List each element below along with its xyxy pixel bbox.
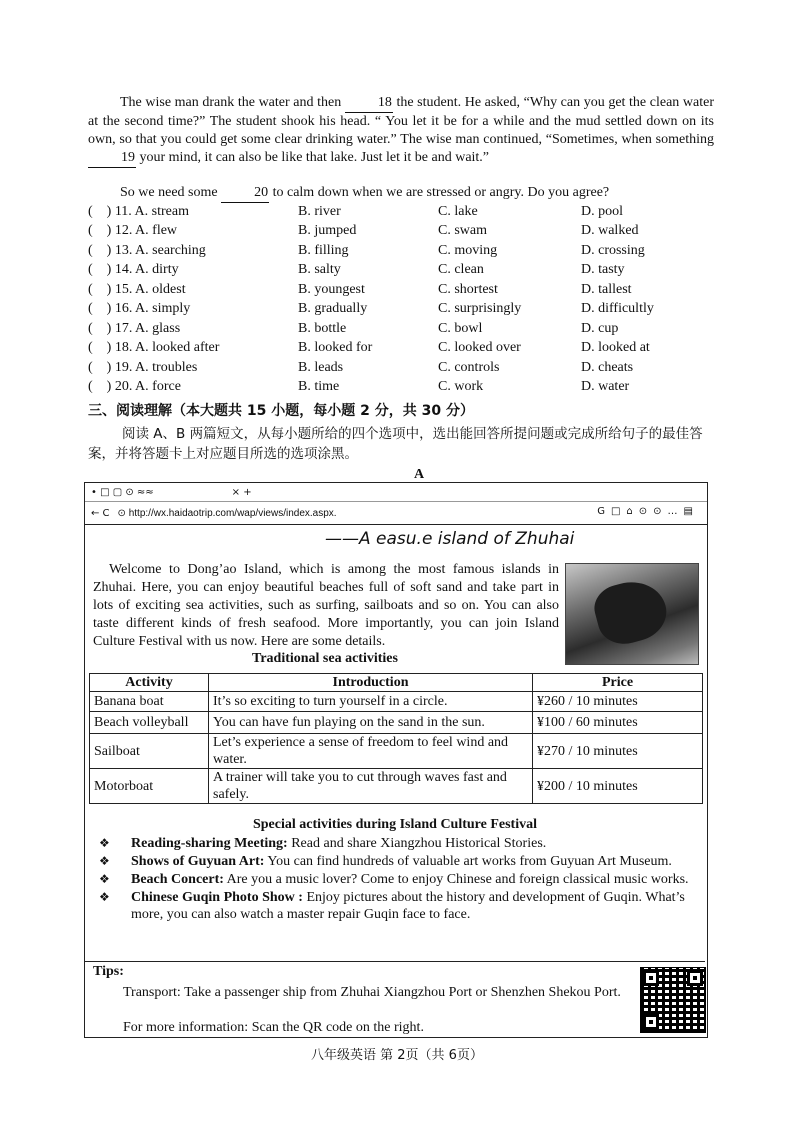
blank-19: 19 — [88, 149, 136, 168]
option-row — [88, 202, 728, 222]
list-item — [99, 835, 699, 852]
tab-close-icon[interactable]: × + — [231, 486, 252, 498]
table-row — [90, 692, 703, 712]
option-num: ( ) 14. A. dirty — [88, 262, 179, 278]
option-row — [88, 280, 728, 300]
option-num: ( ) 19. A. troubles — [88, 359, 198, 375]
option-b: B. filling — [298, 242, 349, 258]
option-num: ( ) 11. A. stream — [88, 203, 189, 219]
page-headline: ——A easu.e island of Zhuhai — [325, 529, 575, 549]
welcome-text: Welcome to Dong’ao Island, which is among the most famous islands in Zhuhai. Here, you can enjoy beautiful beaches full of soft sand and take part in lots of exciting sea activities, such as surfing, sailboats and so on. You can also taste different kinds of fresh seafood. More importantly, you can join Island Culture Festival with us now. Here are some details. — [93, 562, 559, 649]
option-c: C. surprisingly — [438, 301, 522, 317]
back-reload-icon[interactable]: ← C — [91, 507, 110, 519]
option-c: C. controls — [438, 359, 500, 375]
cell-activity: Banana boat — [90, 692, 209, 712]
diamond-bullet-icon: ❖ — [99, 872, 110, 886]
special-list — [99, 835, 699, 924]
browser-window — [84, 482, 708, 1038]
option-num: ( ) 13. A. searching — [88, 242, 206, 258]
option-c: C. clean — [438, 262, 484, 278]
bullet-text: Read and share Xiangzhou Historical Stories. — [287, 836, 547, 851]
option-num: ( ) 18. A. looked after — [88, 340, 220, 356]
option-b: B. bottle — [298, 320, 347, 336]
option-c: C. bowl — [438, 320, 483, 336]
option-b: B. leads — [298, 359, 344, 375]
blank-20: 20 — [221, 184, 269, 203]
option-row — [88, 241, 728, 261]
address-bar — [85, 502, 707, 525]
header-introduction: Introduction — [209, 674, 533, 692]
option-row — [88, 319, 728, 339]
option-num: ( ) 12. A. flew — [88, 223, 178, 239]
island-photo — [565, 563, 699, 665]
url-field[interactable]: ⊙ http://wx.haidaotrip.com/wap/views/index.aspx. — [117, 507, 337, 519]
option-c: C. moving — [438, 242, 498, 258]
blank-18: 18 — [345, 94, 393, 113]
option-d: D. difficultly — [581, 301, 654, 317]
bullet-title: Reading-sharing Meeting: — [131, 836, 288, 851]
option-row — [88, 358, 728, 378]
cloze-paragraph: The wise man drank the water and then 18 the student. He asked, “Why can you get the clean water at the second time?” The student shook his head. “ You let it be for a while and the mud settled down on its own, so that you could get some clear drinking water.” The wise man continued, “Sometimes, when something 19 your mind, it can also be like that lake. Just let it be and wait.” — [88, 94, 714, 168]
option-row — [88, 300, 728, 320]
activities-table — [89, 673, 703, 804]
special-title: Special activities during Island Culture Festival — [252, 817, 538, 832]
diamond-bullet-icon: ❖ — [99, 854, 110, 868]
list-item — [99, 853, 699, 870]
option-b: B. salty — [298, 262, 341, 278]
option-d: D. tallest — [581, 281, 632, 297]
options-list — [88, 202, 728, 397]
option-d: D. walked — [581, 223, 639, 239]
cell-intro: You can have fun playing on the sand in the sun. — [209, 712, 533, 734]
option-num: ( ) 20. A. force — [88, 379, 181, 395]
option-d: D. water — [581, 379, 630, 395]
bullet-text: You can find hundreds of valuable art works from Guyuan Art Museum. — [264, 854, 672, 869]
option-row — [88, 222, 728, 242]
tab-bar — [85, 483, 707, 502]
diamond-bullet-icon: ❖ — [99, 890, 110, 904]
option-b: B. gradually — [298, 301, 368, 317]
option-c: C. looked over — [438, 340, 521, 356]
qr-code[interactable] — [640, 967, 706, 1033]
cell-intro: It’s so exciting to turn yourself in a circle. — [209, 692, 533, 712]
option-d: D. cup — [581, 320, 619, 336]
option-c: C. lake — [438, 203, 478, 219]
option-num: ( ) 17. A. glass — [88, 320, 181, 336]
bullet-text: Enjoy pictures about the history and development of Guqin. What’s more, you can also watch a master repair Guqin face to face. — [131, 890, 685, 922]
option-c: C. work — [438, 379, 484, 395]
page-footer: 八年级英语 第 2页（共 6页） — [311, 1048, 483, 1063]
passage-label: A — [414, 467, 425, 482]
toolbar-icons[interactable]: G□⌂⊙⊙…▤ — [597, 506, 699, 517]
header-price: Price — [533, 674, 703, 692]
section-title: 三、阅读理解（本大题共 15 小题，每小题 2 分，共 30 分） — [88, 403, 474, 419]
cell-intro: A trainer will take you to cut through waves fast and safely. — [209, 769, 533, 804]
cell-intro: Let’s experience a sense of freedom to feel wind and water. — [209, 734, 533, 769]
cloze-paragraph-end: So we need some 20 to calm down when we are stressed or angry. Do you agree? — [88, 184, 714, 203]
option-row — [88, 339, 728, 359]
option-d: D. looked at — [581, 340, 650, 356]
tips-transport: Transport: Take a passenger ship from Zhuhai Xiangzhou Port or Shenzhen Shekou Port. — [123, 985, 621, 1000]
bullet-text: Are you a music lover? Come to enjoy Chinese and foreign classical music works. — [223, 872, 689, 887]
option-b: B. youngest — [298, 281, 365, 297]
cell-activity: Motorboat — [90, 769, 209, 804]
cell-activity: Sailboat — [90, 734, 209, 769]
option-b: B. looked for — [298, 340, 373, 356]
option-c: C. swam — [438, 223, 487, 239]
cell-price: ¥260 / 10 minutes — [533, 692, 703, 712]
option-row — [88, 261, 728, 281]
header-activity: Activity — [90, 674, 209, 692]
table-row — [90, 734, 703, 769]
option-b: B. time — [298, 379, 340, 395]
cell-activity: Beach volleyball — [90, 712, 209, 734]
option-d: D. tasty — [581, 262, 625, 278]
instructions: 阅读 A、B 两篇短文，从每小题所给的四个选项中，选出能回答所提问题或完成所给句子的最佳答案，并将答题卡上对应题目所选的选项涂黑。 — [88, 426, 703, 462]
option-row — [88, 378, 728, 398]
bullet-title: Beach Concert: — [131, 872, 224, 887]
cell-price: ¥270 / 10 minutes — [533, 734, 703, 769]
option-num: ( ) 15. A. oldest — [88, 281, 186, 297]
list-item — [99, 871, 699, 888]
cell-price: ¥100 / 60 minutes — [533, 712, 703, 734]
tab-icons[interactable]: • □ ▢ ⊙ ≈≈ — [91, 486, 154, 498]
list-item — [99, 889, 699, 923]
table-title: Traditional sea activities — [252, 651, 398, 666]
option-c: C. shortest — [438, 281, 498, 297]
option-d: D. cheats — [581, 359, 634, 375]
table-row — [90, 769, 703, 804]
option-d: D. crossing — [581, 242, 645, 258]
bullet-title: Chinese Guqin Photo Show : — [131, 890, 303, 905]
cell-price: ¥200 / 10 minutes — [533, 769, 703, 804]
option-num: ( ) 16. A. simply — [88, 301, 191, 317]
table-row — [90, 712, 703, 734]
option-d: D. pool — [581, 203, 623, 219]
option-b: B. jumped — [298, 223, 357, 239]
tips-info: For more information: Scan the QR code on the right. — [123, 1020, 424, 1035]
tips-title: Tips: — [93, 964, 124, 979]
diamond-bullet-icon: ❖ — [99, 836, 110, 850]
tips-box — [85, 961, 705, 1035]
option-b: B. river — [298, 203, 341, 219]
bullet-title: Shows of Guyuan Art: — [131, 854, 265, 869]
